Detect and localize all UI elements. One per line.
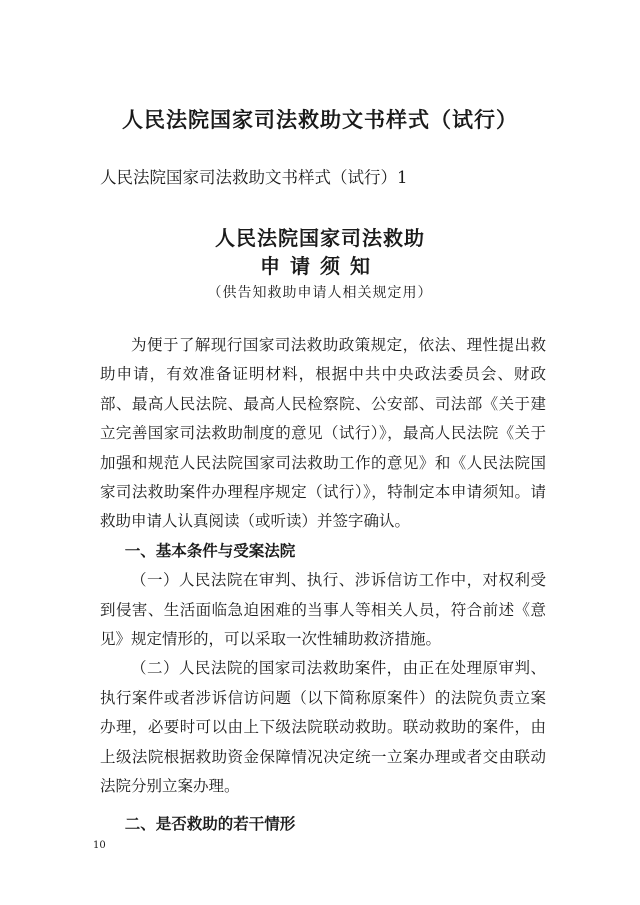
page-number: 10 xyxy=(93,840,106,851)
section1-paragraph2: （二）人民法院的国家司法救助案件，由正在处理原审判、执行案件或者涉诉信访问题（以下简称原案件）的法院负责立案办理，必要时可以由上下级法院联动救助。联动救助的案件，由上级法院根据救助资金保障情况决定统一立案办理或者交由联动法院分别立案办理。 xyxy=(100,659,546,796)
document-body xyxy=(100,331,546,839)
form-usage-note: （供告知救助申请人相关规定用） xyxy=(207,285,433,301)
section1-heading: 一、基本条件与受案法院 xyxy=(124,541,296,560)
form-subheading: 人民法院国家司法救助文书样式（试行）1 xyxy=(100,168,408,187)
document-title: 人民法院国家司法救助文书样式（试行） xyxy=(122,108,518,132)
form-title-line2: 申请须知 xyxy=(260,254,380,278)
section1-paragraph1: （一）人民法院在审判、执行、涉诉信访工作中，对权利受到侵害、生活面临急迫困难的当事人等相关人员，符合前述《意见》规定情形的，可以采取一次性辅助救济措施。 xyxy=(100,571,546,649)
form-title-line1: 人民法院国家司法救助 xyxy=(215,226,425,250)
intro-paragraph: 为便于了解现行国家司法救助政策规定，依法、理性提出救助申请，有效准备证明材料，根据中共中央政法委员会、财政部、最高人民法院、最高人民检察院、公安部、司法部《关于建立完善国家司法救助制度的意见（试行）》，最高人民法院《关于加强和规范人民法院国家司法救助工作的意见》和《人民法院国家司法救助案件办理程序规定（试行）》，特制定本申请须知。请救助申请人认真阅读（或听读）并签字确认。 xyxy=(100,336,546,531)
section2-heading: 二、是否救助的若干情形 xyxy=(124,814,296,833)
